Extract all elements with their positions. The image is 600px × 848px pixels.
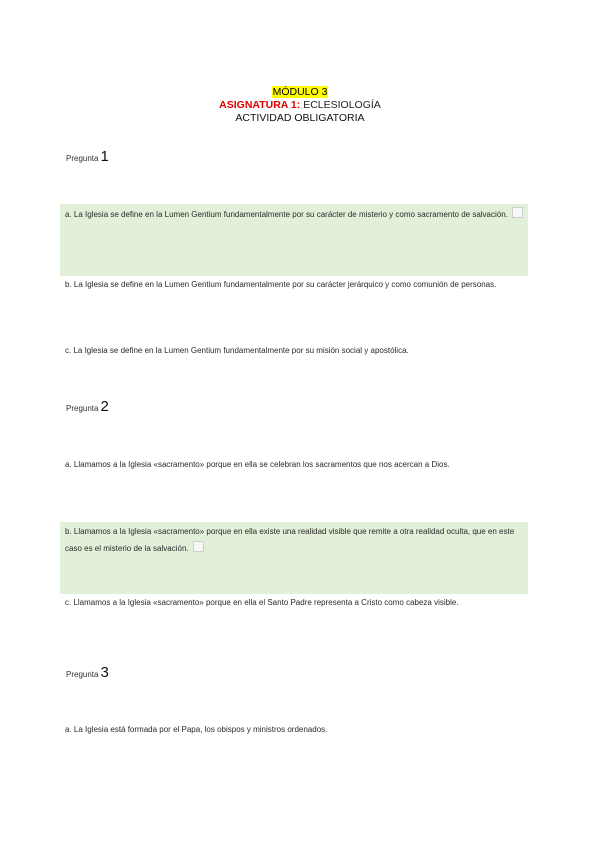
answer-option-2a[interactable]	[60, 456, 528, 490]
option-text: b. Llamamos a la Iglesia «sacramento» porque en ella existe una realidad visible que remite a otra realidad oculta, que en este caso es el misterio de la salvación.	[65, 527, 515, 553]
option-text: c. Llamamos a la Iglesia «sacramento» porque en ella el Santo Padre representa a Cristo como cabeza visible.	[65, 598, 459, 607]
option-text: c. La Iglesia se define en la Lumen Gentium fundamentalmente por su misión social y apostólica.	[65, 346, 409, 355]
answer-option-2c[interactable]	[60, 594, 528, 628]
option-text: a. Llamamos a la Iglesia «sacramento» porque en ella se celebran los sacramentos que nos acercan a Dios.	[65, 460, 450, 469]
checkbox-icon[interactable]	[193, 541, 204, 552]
module-title: MÓDULO 3	[272, 86, 328, 98]
question-heading-3	[66, 664, 109, 681]
document-header	[0, 86, 600, 125]
subject-name: ECLESIOLOGÍA	[303, 99, 381, 111]
question-number: 3	[100, 664, 109, 681]
question-number: 2	[100, 398, 109, 415]
question-heading-1	[66, 148, 109, 165]
answer-option-2b[interactable]	[60, 522, 528, 594]
question-number: 1	[100, 148, 109, 165]
subject-label: ASIGNATURA 1:	[219, 99, 301, 111]
answer-option-3a[interactable]	[60, 721, 528, 739]
option-text: a. La Iglesia está formada por el Papa, los obispos y ministros ordenados.	[65, 725, 328, 734]
answer-option-1c[interactable]	[60, 342, 528, 360]
question-label: Pregunta	[66, 154, 99, 163]
question-heading-2	[66, 398, 109, 415]
checkbox-icon[interactable]	[512, 207, 523, 218]
activity-title: ACTIVIDAD OBLIGATORIA	[235, 112, 365, 124]
option-text: b. La Iglesia se define en la Lumen Gentium fundamentalmente por su carácter jerárquico y como comunión de personas.	[65, 280, 497, 289]
question-label: Pregunta	[66, 404, 99, 413]
answer-option-1b[interactable]	[60, 276, 528, 310]
option-text: a. La Iglesia se define en la Lumen Gentium fundamentalmente por su carácter de misterio y como sacramento de salvación.	[65, 210, 508, 219]
question-label: Pregunta	[66, 670, 99, 679]
answer-option-1a[interactable]	[60, 204, 528, 276]
